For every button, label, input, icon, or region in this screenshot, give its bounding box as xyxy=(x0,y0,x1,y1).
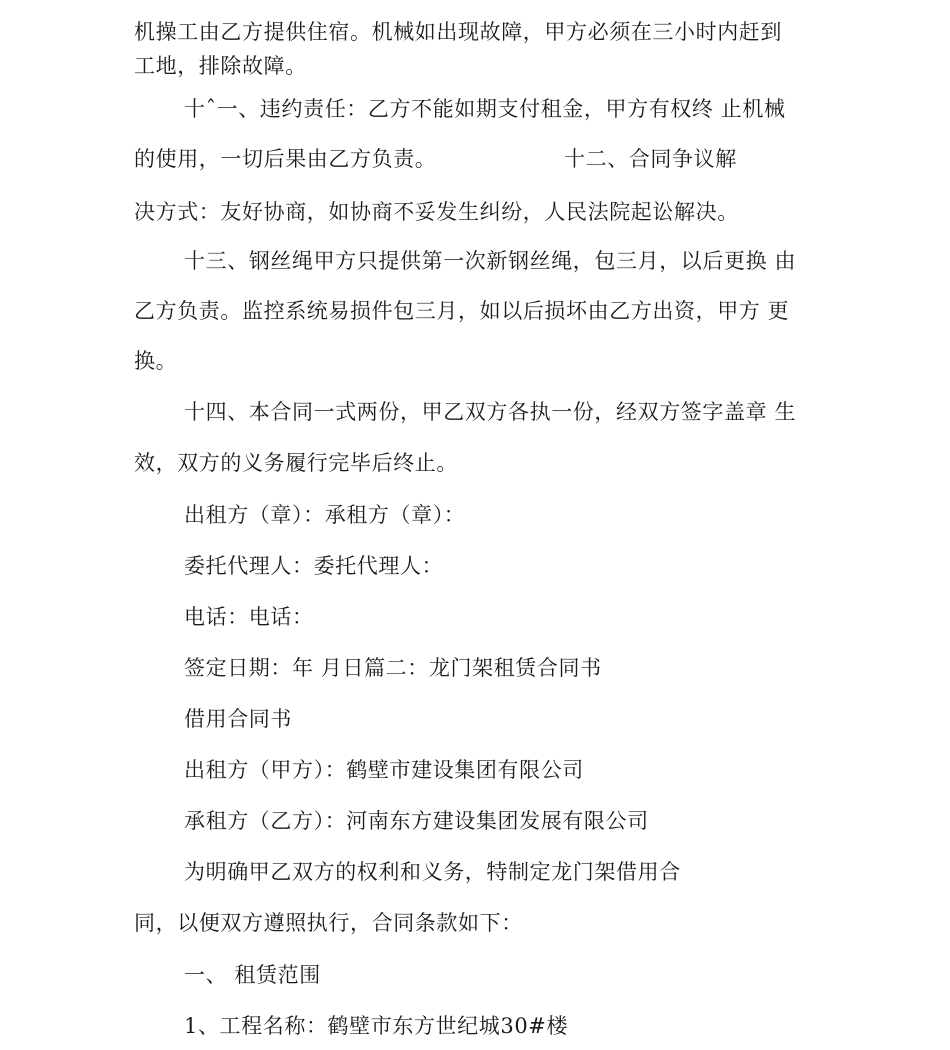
text-line: 效，双方的义务履行完毕后终止。 xyxy=(134,451,458,475)
text-line: 同，以便双方遵照执行，合同条款如下： xyxy=(134,911,523,935)
section-one-heading: 一、 租赁范围 xyxy=(184,963,321,987)
text-line: 的使用，一切后果由乙方负责。 xyxy=(134,147,437,171)
clause-eleven-line: 十ˆ一、违约责任：乙方不能如期支付租金，甲方有权终 止机械 xyxy=(184,97,786,121)
lessee-line: 承租方（乙方）：河南东方建设集团发展有限公司 xyxy=(184,809,649,833)
lessor-line: 出租方（甲方）：鹤壁市建设集团有限公司 xyxy=(184,758,584,782)
purpose-line: 为明确甲乙双方的权利和义务，特制定龙门架借用合 xyxy=(184,860,681,884)
agent-line: 委托代理人：委托代理人： xyxy=(184,554,444,578)
clause-thirteen-line: 十三、钢丝绳甲方只提供第一次新钢丝绳，包三月，以后更换 由 xyxy=(184,249,797,273)
clause-fourteen-line: 十四、本合同一式两份，甲乙双方各执一份，经双方签字盖章 生 xyxy=(184,400,797,424)
text-line: 机操工由乙方提供住宿。机械如出现故障，甲方必须在三小时内赶到 xyxy=(134,20,782,44)
text-line: 换。 xyxy=(134,349,178,373)
text-line: 乙方负责。监控系统易损件包三月，如以后损坏由乙方出资，甲方 更 xyxy=(134,299,790,323)
contract-title: 借用合同书 xyxy=(184,707,292,731)
clause-twelve-heading: 十二、合同争议解 xyxy=(564,147,737,171)
text-line: 工地，排除故障。 xyxy=(134,54,307,78)
date-line: 签定日期：年 月日篇二：龙门架租赁合同书 xyxy=(184,656,602,680)
signature-party-line: 出租方（章）：承租方（章）： xyxy=(184,503,466,527)
phone-line: 电话：电话： xyxy=(184,605,314,629)
project-name-line: 1、工程名称：鹤壁市东方世纪城30#楼 xyxy=(184,1014,569,1038)
text-line: 决方式：友好协商，如协商不妥发生纠纷，人民法院起讼解决。 xyxy=(134,200,739,224)
